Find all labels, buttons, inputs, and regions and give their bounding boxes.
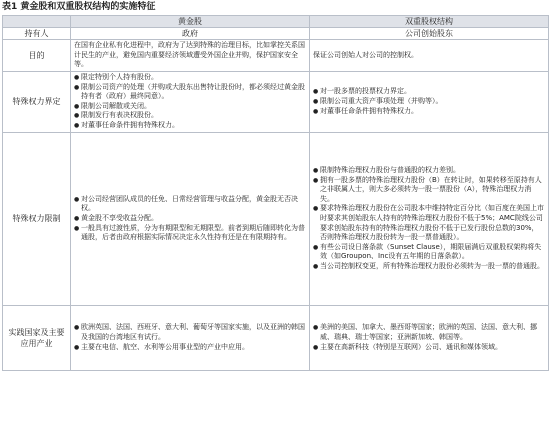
bullet-list [313, 323, 545, 352]
dual-cell [310, 305, 549, 370]
bullet-item: ● 一般具有过渡性质，分为有期限型和无期限型。前者到期后随即转化为普通股，后者由政府根据实际情况决定永久性持有还是在有限期持有。 [74, 224, 306, 243]
row-label: 特殊权力限制 [3, 132, 71, 305]
bullet-item: ● 对董事任命条件拥有特殊权力。 [313, 107, 545, 117]
golden-holder: 政府 [71, 28, 310, 40]
bullet-item: ● 限定特别个人持有股份。 [74, 73, 306, 83]
header-blank-cell [3, 16, 71, 28]
bullet-item: ● 欧洲英国、法国、西班牙、意大利、葡萄牙等国家实施，以及亚洲的韩国及我国的台湾地区有试行。 [74, 323, 306, 342]
bullet-item: ● 美洲的美国、加拿大、墨西哥等国家；欧洲的英国、法国、意大利、挪威、瑞典、瑞士等国家；亚洲新加坡、韩国等。 [313, 323, 545, 342]
table-row-practice [3, 305, 549, 370]
table-caption: 表1 黄金股和双重股权结构的实施特征 [2, 2, 156, 12]
bullet-item: ● 限制公司资产的处理（并购或大股东出售特让股份时，都必须经过黄金股持有者（政府）最终同意）。 [74, 83, 306, 102]
bullet-item: ● 限制发行有表决权股份。 [74, 111, 306, 121]
comparison-table [2, 15, 549, 371]
cell-text: 保证公司创始人对公司的控制权。 [313, 50, 418, 59]
bullet-item: ● 拥有一股多票的特殊治理权力股份（B）在转让时，如果转移至原持有人之非联属人士，则大多必须转为一股一票股份（A），特殊治理权力消失。 [313, 176, 545, 205]
bullet-list [74, 323, 306, 352]
table-row-rights-limits [3, 132, 549, 305]
bullet-item: ● 对一股多票的投票权力界定。 [313, 87, 545, 97]
table-row-special-rights [3, 71, 549, 132]
golden-cell [71, 71, 310, 132]
golden-cell [71, 40, 310, 72]
bullet-item: ● 限制公司重大资产事项处理（并购等）。 [313, 97, 545, 107]
bullet-item: ● 对公司经营团队成员的任免、日常经营管理与收益分配，黄金股无否决权。 [74, 195, 306, 214]
cell-text: 在国有企业私有化进程中，政府为了达到特殊的治理目标，比如掌控关系国计民生的产业，避免国内重要经济领域遭受外国企业并购，保护国家安全等。 [74, 41, 305, 69]
golden-cell [71, 305, 310, 370]
header-dual-class: 双重股权结构 [310, 16, 549, 28]
bullet-item: ● 对董事任命条件拥有特殊权力。 [74, 121, 306, 131]
golden-cell [71, 132, 310, 305]
row-label: 实践国家及主要应用产业 [3, 305, 71, 370]
bullet-list [313, 166, 545, 272]
holder-label: 持有人 [3, 28, 71, 40]
bullet-list [74, 195, 306, 243]
bullet-list [313, 87, 545, 116]
bullet-item: ● 主要在电信、航空、水利等公用事业型的产业中应用。 [74, 343, 306, 353]
bullet-list [74, 73, 306, 131]
dual-cell [310, 71, 549, 132]
bullet-item: ● 主要在高新科技（特别是互联网）公司、通讯和媒体领域。 [313, 343, 545, 353]
table-subheader-row [3, 28, 549, 40]
dual-cell [310, 132, 549, 305]
bullet-item: ● 要求特殊治理权力股份在公司股本中维持特定百分比（如百度在美国上市时要求其创始股东人持有的特殊治理权力股份不低于5%；AMC院线公司要求创始股东持有的特殊治理权力股份不低于已发行股份总数的30%，否则特殊治理权力股份转为一股一票普通股）。 [313, 204, 545, 242]
table-row-goal [3, 40, 549, 72]
row-label: 目的 [3, 40, 71, 72]
header-golden-share: 黄金股 [71, 16, 310, 28]
table-header-row [3, 16, 549, 28]
bullet-item: ● 黄金股不享受收益分配。 [74, 214, 306, 224]
bullet-item: ● 限制公司解散或关闭。 [74, 102, 306, 112]
dual-holder: 公司创始股东 [310, 28, 549, 40]
bullet-item: ● 有些公司设日落条款（Sunset Clause），期限届满后双重股权架构将失效（如Groupon、Inc设有五年期的日落条款）。 [313, 243, 545, 262]
row-label: 特殊权力界定 [3, 71, 71, 132]
bullet-item: ● 当公司控制权变更，所有特殊治理权力股份必须转为一股一票的普通股。 [313, 262, 545, 272]
dual-cell [310, 40, 549, 72]
bullet-item: ● 限制特殊治理权力股份与普通股的权力差别。 [313, 166, 545, 176]
